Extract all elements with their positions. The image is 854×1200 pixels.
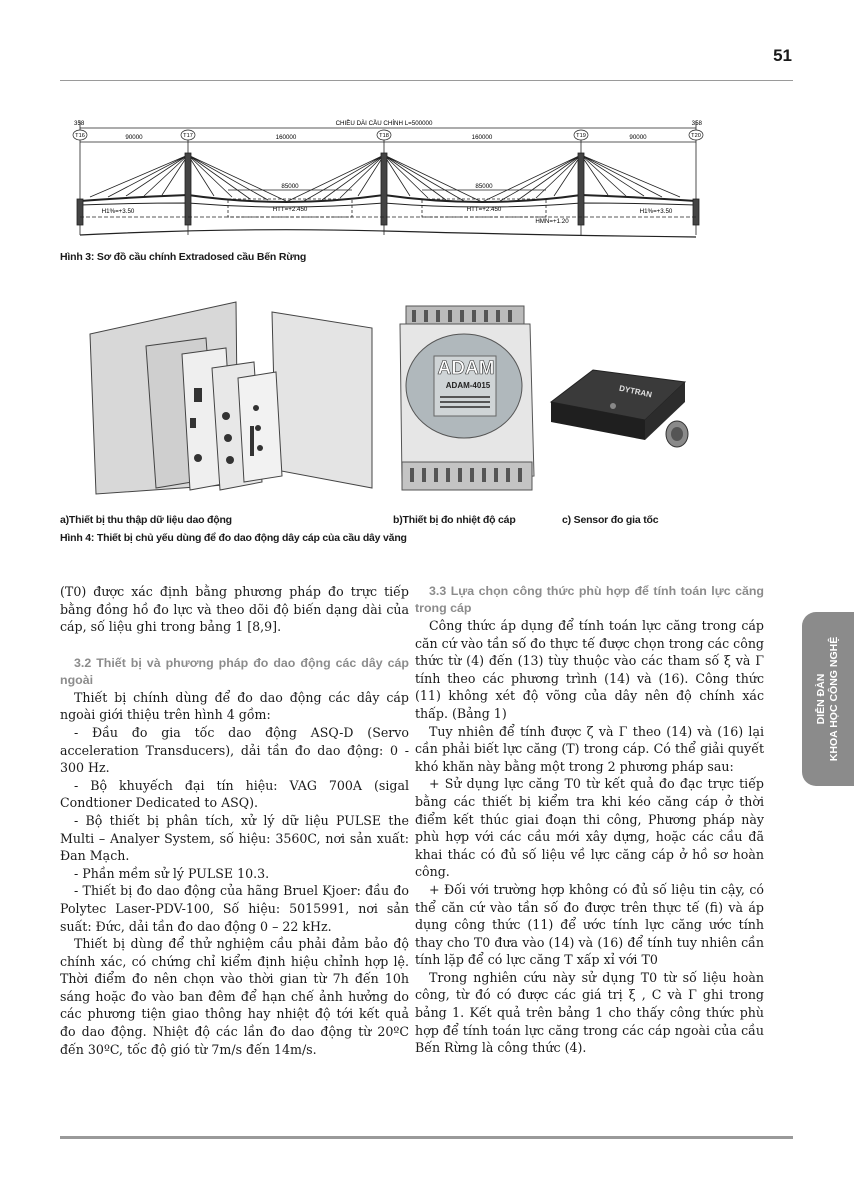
span-3: 160000 [471,134,493,141]
level-1: H1%=+3.50 [101,208,135,215]
data-acquisition-device-photo [86,298,376,504]
adam-model-label: ADAM-4015 [445,381,491,390]
figure-4-caption: Hình 4: Thiết bị chủ yếu dùng để đo dao động dây cáp của cầu dây văng [60,532,407,544]
header-rule [60,80,793,81]
span-2: 160000 [275,134,297,141]
pier-t20: T20 [691,133,701,139]
section-3-2-heading: 3.2 Thiết bị và phương pháp đo dao động các dây cáp ngoài [60,655,409,687]
figure-4a-caption: a)Thiết bị thu thập dữ liệu dao động [60,514,232,526]
end-mark-left: 358 [74,120,85,127]
clearance-2: 85000 [475,183,493,190]
left-paragraph-3: - Bộ khuyếch đại tín hiệu: VAG 700A (sigal Condtioner Dedicated to ASQ). [60,777,409,811]
level-2: HTT=+2.450 [272,206,308,213]
left-paragraph-5: - Phần mềm sử lý PULSE 10.3. [74,865,270,881]
figure-4b-caption: b)Thiết bị đo nhiệt độ cáp [393,514,516,526]
left-paragraph-7: Thiết bị dùng để thử nghiệm cầu phải đảm bảo độ chính xác, có chứng chỉ kiểm định hiệu chỉnh hợp lệ. Thời điểm đo nên chọn vào thời gian từ 7h đến 10h sáng hoặc đo vào ban đêm để hạn chế ảnh hưởng do các phương tiện giao thông hay nhiệt độ tới kết quả đo dao động. Nhiệt độ các lần đo dao động từ 20ºC đến 30ºC, tốc độ gió từ 7m/s đến 14m/s. [60,936,409,1057]
side-tab-line-2: KHOA HỌC CÔNG NGHỆ [828,636,840,762]
right-column [415,583,764,1057]
side-tab [802,612,854,786]
pier-t16: T16 [75,133,85,139]
temperature-module-photo [392,300,538,502]
section-3-3-heading: 3.3 Lựa chọn công thức phù hợp để tính toán lực căng trong cáp [415,584,764,615]
left-column [60,583,409,1058]
span-1: 90000 [125,134,143,141]
right-paragraph-4: + Đối với trường hợp không có đủ số liệu tin cậy, có thể căn cứ vào tần số đo được trên thực tế (fi) và áp dụng công thức (11) để ước tính lực căng ước tính thay cho T0 đưa vào (14) và (16) để tính tuy nhiên cần tính lặp để có lực căng T xấp xỉ với T0 [415,881,764,968]
pier-t19: T19 [576,133,586,139]
figure-3-caption: Hình 3: Sơ đồ cầu chính Extradosed cầu Bến Rừng [60,251,307,263]
left-paragraph-1: Thiết bị chính dùng để đo dao động các dây cáp ngoài giới thiệu trên hình 4 gồm: [60,689,409,723]
clearance-1: 85000 [281,183,299,190]
span-4: 90000 [629,134,647,141]
side-tab-text [815,637,841,761]
end-mark-right: 358 [691,120,702,127]
span-label: CHIỀU DÀI CẦU CHÍNH L=500000 [335,120,433,127]
accelerometer-sensor-photo [545,362,705,458]
level-4: HMN=+1.20 [535,218,569,225]
level-5: H1%=+3.50 [639,208,673,215]
left-paragraph-6: - Thiết bị đo dao động của hãng Bruel Kjoer: đầu đo Polytec Laser-PDV-100, Số hiệu: 5015991, nơi sản suất: Đức, dải tần đo dao động 0 – 22 kHz. [60,883,409,934]
dytran-brand-label: DYTRAN [618,383,653,400]
page-number: 51 [773,46,792,65]
bridge-elevation-drawing [60,115,715,245]
pier-t18: T18 [379,133,389,139]
left-paragraph-4: - Bộ thiết bị phân tích, xử lý dữ liệu PULSE the Multi – Analyer System, số hiệu: 3560C, nơi sản xuất: Đan Mạch. [60,812,409,864]
figure-4c-caption: c) Sensor đo gia tốc [562,514,659,526]
left-paragraph-2: - Đầu đo gia tốc dao động ASQ-D (Servo acceleration Transducers), dải tần đo dao động: 0 - 300 Hz. [60,724,409,776]
right-paragraph-2: Tuy nhiên để tính được ζ và Γ theo (14) và (16) lại cần phải biết lực căng (T) trong cáp. Có thể giải quyết khó khăn này bằng một trong 2 phương pháp sau: [415,723,764,774]
right-paragraph-5: Trong nghiên cứu này sử dụng T0 từ số liệu hoàn công, từ đó có được các giá trị ξ , C và Γ ghi trong bảng 1. Kết quả trên bảng 1 cho thấy công thức phù hợp để tính toán lực căng trong các cáp ngoài của cầu Bến Rừng là công thức (4). [415,969,764,1056]
footer-rule [60,1136,793,1139]
side-tab-line-1: DIỄN ĐÀN [815,673,827,725]
level-3: HTT=+2.450 [466,206,502,213]
left-paragraph-0: (T0) được xác định bằng phương pháp đo trực tiếp bằng đồng hồ đo lực và theo dõi độ biến dạng dài của cáp, số liệu ghi trong bảng 1 [8,9]. [60,584,409,635]
right-paragraph-3: + Sử dụng lực căng T0 từ kết quả đo đạc trực tiếp bằng các thiết bị kiểm tra khi kéo căng cáp ở thời điểm kết thúc giai đoạn thi công, Phương pháp này phù hợp với các cầu mới xây dựng, hoặc các cầu đã khai thác có đủ số liệu về lực căng cáp ở hồ sơ hoàn công. [415,776,764,880]
right-paragraph-1: Công thức áp dụng để tính toán lực căng trong cáp căn cứ vào tần số đo thực tế được chọn trong các công thức từ (4) đến (13) tùy thuộc vào các tham số ξ và Γ tính theo các phương trình (14) và (16). Công thức (11) không xét độ võng của dây nên độ chính xác thấp. (Bảng 1) [415,618,764,721]
adam-brand-label: ADAM [437,358,495,379]
pier-t17: T17 [183,133,193,139]
